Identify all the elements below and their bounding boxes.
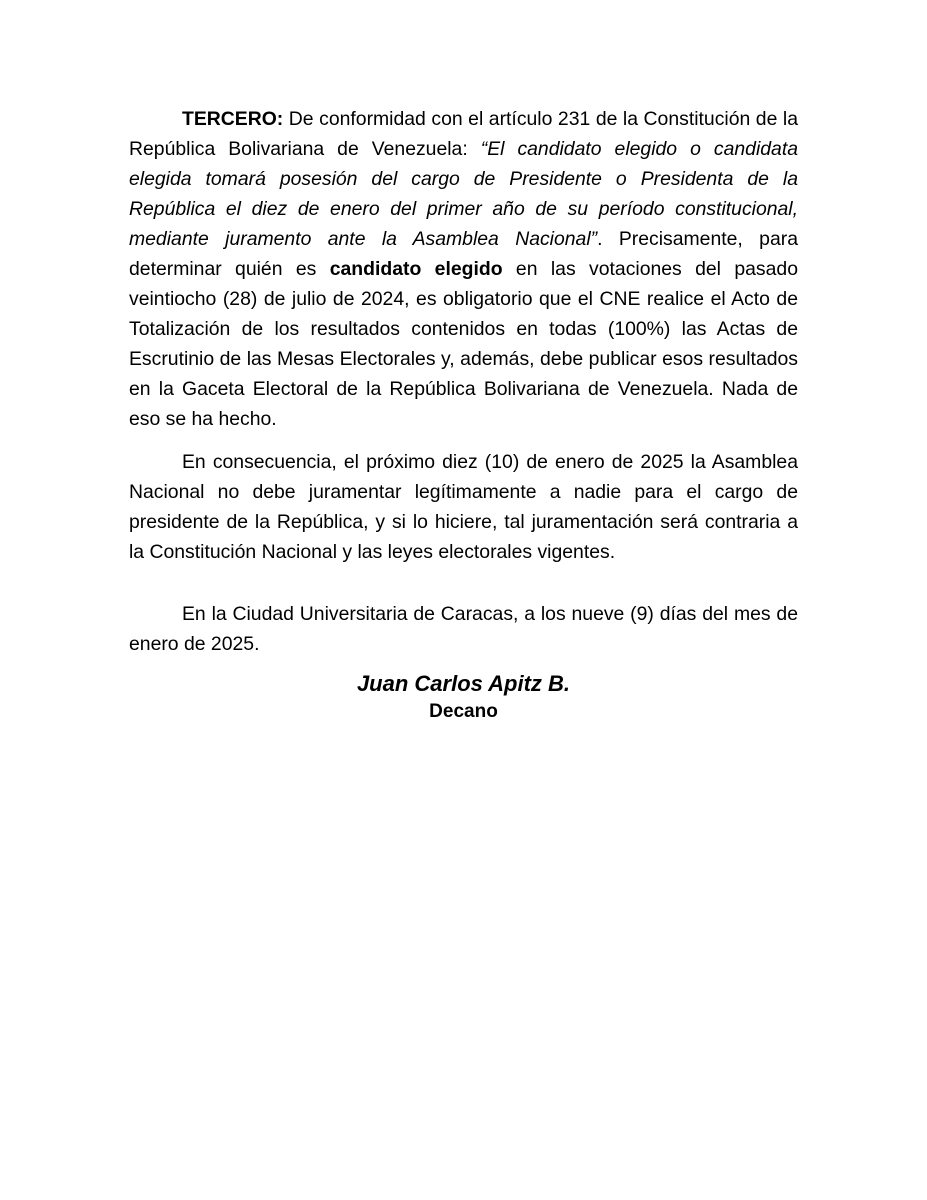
emphasis-text: candidato elegido xyxy=(329,258,503,280)
signatory-title: Decano xyxy=(429,701,498,722)
signatory-name: Juan Carlos Apitz B. xyxy=(356,671,571,696)
signature-block xyxy=(0,669,927,725)
paragraph-text: en las votaciones del pasado veintiocho (28) de julio de 2024, es obligatorio que el CNE realice el Acto de Totalización de los resultados contenidos en todas (100%) las Actas de Escrutinio de las Mesas Electorales y, además, debe publicar esos resultados en la Gaceta Electoral de la República Bolivariana de Venezuela. Nada de eso se ha hecho. xyxy=(129,258,798,430)
paragraph-text: . Precisamente, para determinar quién es xyxy=(129,228,798,280)
paragraph-place-date: En la Ciudad Universitaria de Caracas, a los nueve (9) días del mes de enero de 2025. xyxy=(129,603,798,655)
constitution-quote: “El candidato elegido o candidata elegida tomará posesión del cargo de Presidente o Presidenta de la República el diez de enero del primer año de su período constitucional, mediante juramento ante la Asamblea Nacional” xyxy=(129,138,798,250)
document-body xyxy=(129,104,798,659)
paragraph-consecuencia: En consecuencia, el próximo diez (10) de enero de 2025 la Asamblea Nacional no debe juramentar legítimamente a nadie para el cargo de presidente de la República, y si lo hiciere, tal juramentación será contraria a la Constitución Nacional y las leyes electorales vigentes. xyxy=(129,451,798,563)
section-label: TERCERO: xyxy=(182,108,284,130)
paragraph-tercero xyxy=(129,104,798,434)
paragraph-text: De conformidad con el artículo 231 de la Constitución de la República Bolivariana de Venezuela: xyxy=(129,108,798,160)
